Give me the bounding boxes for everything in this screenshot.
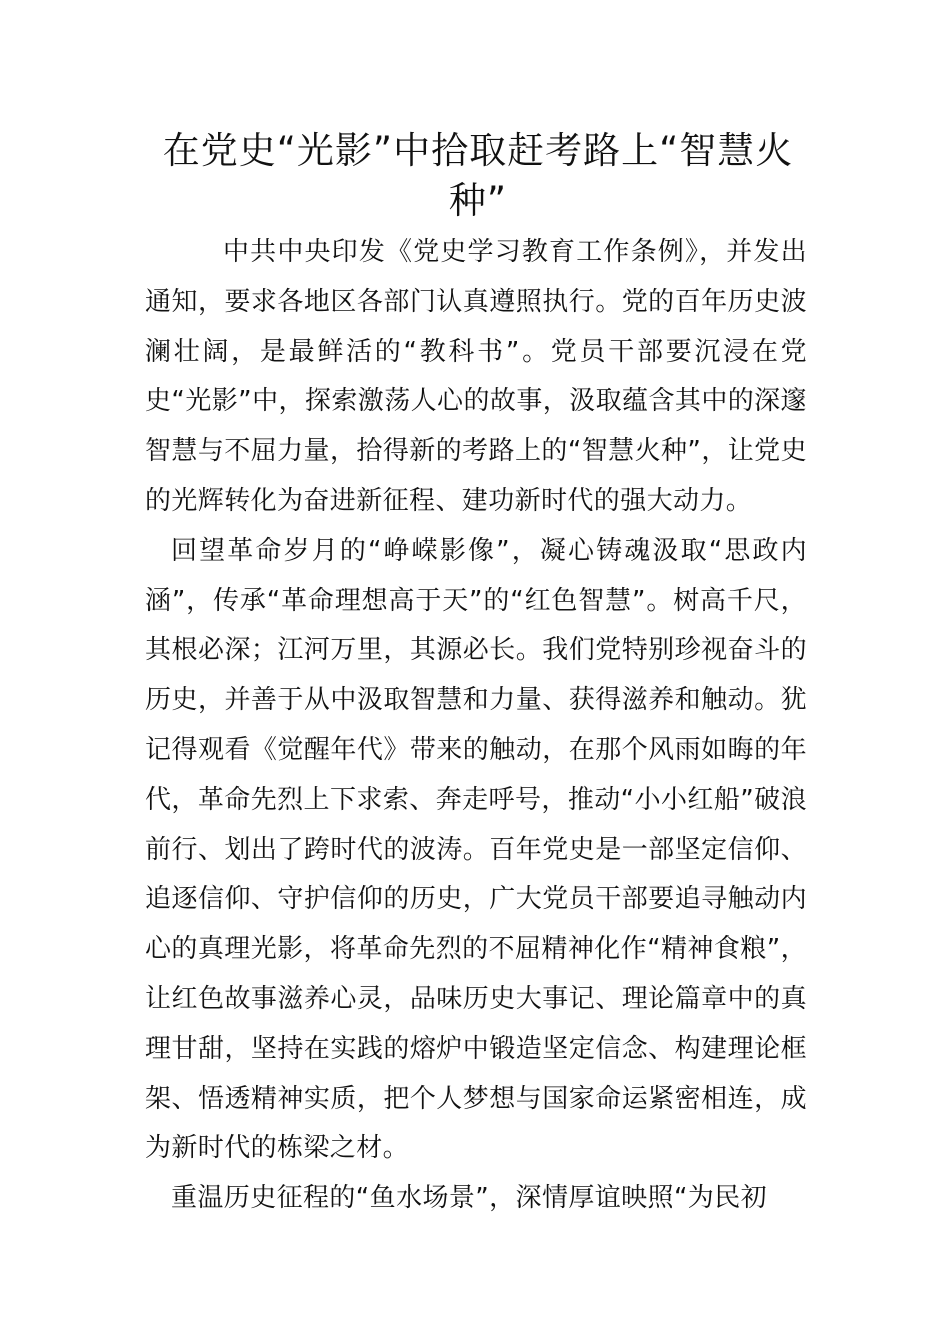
- document-title: 在党史“光影”中拾取赶考路上“智慧火种”: [162, 129, 794, 222]
- document-body: [145, 228, 807, 1224]
- paragraph-1: 中共中央印发《党史学习教育工作条例》，并发出通知，要求各地区各部门认真遵照执行。党的百年历史波澜壮阔，是最鲜活的“教科书”。党员干部要沉浸在党史“光影”中，探索激荡人心的故事，汲取蕴含其中的深邃智慧与不屈力量，拾得新的考路上的“智慧火种”，让党史的光辉转化为奋进新征程、建功新时代的强大动力。: [145, 237, 807, 516]
- paragraph-2: 回望革命岁月的“峥嵘影像”，凝心铸魂汲取“思政内涵”，传承“革命理想高于天”的“红色智慧”。树高千尺，其根必深；江河万里，其源必长。我们党特别珍视奋斗的历史，并善于从中汲取智慧和力量、获得滋养和触动。犹记得观看《觉醒年代》带来的触动，在那个风雨如晦的年代，革命先烈上下求索、奔走呼号，推动“小小红船”破浪前行、划出了跨时代的波涛。百年党史是一部坚定信仰、追逐信仰、守护信仰的历史，广大党员干部要追寻触动内心的真理光影，将革命先烈的不屈精神化作“精神食粮”，让红色故事滋养心灵，品味历史大事记、理论篇章中的真理甘甜，坚持在实践的熔炉中锻造坚定信念、构建理论框架、悟透精神实质，把个人梦想与国家命运紧密相连，成为新时代的栋梁之材。: [145, 535, 807, 1164]
- paragraph-3: 重温历史征程的“鱼水场景”，深情厚谊映照“为民初: [171, 1183, 768, 1214]
